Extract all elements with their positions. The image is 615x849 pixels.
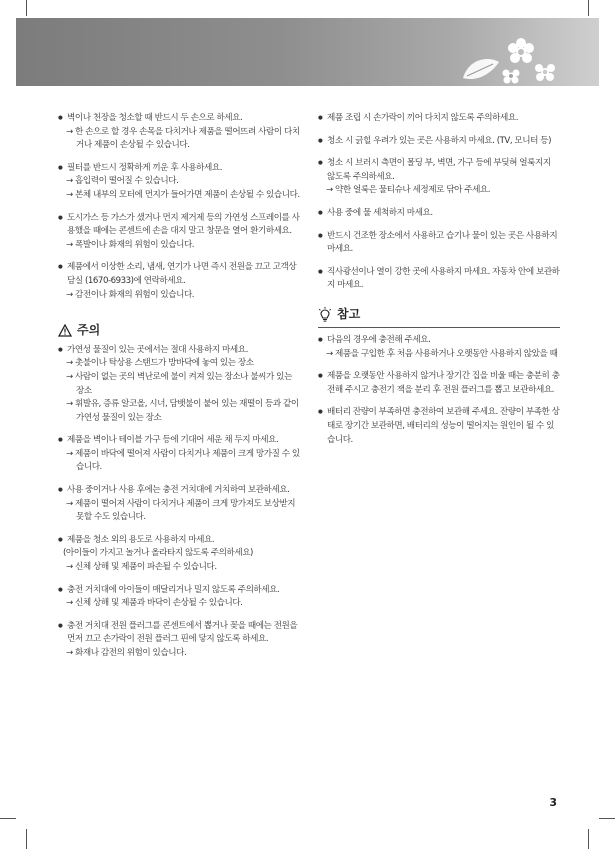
sub-item: → 제품이 떨어져 사람이 다치거나 제품이 크게 망가져도 보상받지 못할 수도 있습니다. <box>66 498 296 523</box>
caution-title: 주의 <box>77 323 101 338</box>
list-item: ● 필터를 반드시 정확하게 끼운 후 사용하세요. <box>58 162 300 176</box>
left-column <box>58 112 300 670</box>
list-item: ● 벽이나 천장을 청소할 때 반드시 두 손으로 하세요. <box>58 112 300 126</box>
list-item: ● 충전 거치대에 아이들이 매달리거나 밀지 않도록 주의하세요. <box>58 584 300 598</box>
paren-note: (아이들이 가지고 놀거나 올라타지 않도록 주의하세요) <box>63 548 253 559</box>
sub-item: → 신체 상해 및 제품과 바닥이 손상될 수 있습니다. <box>66 598 243 609</box>
crop-mark <box>599 818 615 819</box>
crop-mark <box>588 829 589 849</box>
leaf-flower-icon <box>459 38 559 86</box>
list-item: ● 다음의 경우에 충전해 주세요. <box>318 334 560 348</box>
list-item: ● 직사광선이나 열이 강한 곳에 사용하지 마세요. 자동차 안에 보관하지 마세요. <box>318 266 560 293</box>
list-item: ● 충전 거치대 전원 플러그를 콘센트에서 뽑거나 꽂을 때에는 전원을 먼저 끄고 손가락이 전원 플러그 핀에 닿지 않도록 하세요. <box>58 620 300 647</box>
crop-mark <box>0 818 16 819</box>
sub-item: → 제품이 바닥에 떨어져 사람이 다치거나 제품이 크게 망가질 수 있습니다. <box>66 448 300 473</box>
crop-mark <box>26 0 27 16</box>
list-item: ● 제품을 청소 외의 용도로 사용하지 마세요. <box>58 534 300 548</box>
sub-item: → 한 손으로 할 경우 손목을 다치거나 제품을 떨어뜨려 사람이 다치거나 제품이 손상될 수 있습니다. <box>66 126 300 151</box>
list-item: ● 제품 조립 시 손가락이 끼어 다치지 않도록 주의하세요. <box>318 112 560 126</box>
right-column <box>318 112 560 456</box>
caution-heading <box>58 324 300 338</box>
note-heading <box>318 307 560 328</box>
sub-item: → 휘발유, 증류 알코올, 시너, 담뱃불이 붙어 있는 재떨이 등과 같이 가연성 물질이 있는 장소 <box>66 399 299 423</box>
sub-item: → 약한 얼룩은 물티슈나 세정제로 닦아 주세요. <box>326 185 491 196</box>
note-title: 참고 <box>337 306 361 321</box>
sub-item: → 흡입력이 떨어질 수 있습니다. <box>66 176 179 187</box>
list-item: ● 청소 시 브러시 측면이 몰딩 부, 벽면, 가구 등에 부딪혀 얼룩지지 않도록 주의하세요. <box>318 157 560 184</box>
list-item: ● 사용 중에 물 세척하지 마세요. <box>318 207 560 221</box>
sub-item: → 제품을 구입한 후 처음 사용하거나 오랫동안 사용하지 않았을 때 <box>326 348 558 359</box>
list-item: ● 사용 중이거나 사용 후에는 충전 거치대에 거치하여 보관하세요. <box>58 484 300 498</box>
list-item: ● 제품을 오랫동안 사용하지 않거나 장기간 집을 비울 때는 충분히 충전해 주시고 충전기 잭을 분리 후 전원 플러그를 뽑고 보관하세요. <box>318 370 560 397</box>
list-item: ● 배터리 잔량이 부족하면 충전하여 보관해 주세요. 잔량이 부족한 상태로 장기간 보관하면, 배터리의 성능이 떨어지는 원인이 될 수 있습니다. <box>318 406 560 447</box>
crop-mark <box>26 829 27 849</box>
page-number: 3 <box>549 796 557 809</box>
sub-item: → 폭발이나 화재의 위험이 있습니다. <box>66 239 195 250</box>
sub-item: → 신체 상해 및 제품이 파손될 수 있습니다. <box>66 562 217 573</box>
list-item: ● 반드시 건조한 장소에서 사용하고 습기나 물이 있는 곳은 사용하지 마세요. <box>318 230 560 257</box>
lightbulb-icon <box>318 307 332 322</box>
sub-item: → 촛불이나 탁상용 스탠드가 방바닥에 놓여 있는 장소 <box>66 358 254 369</box>
list-item: ● 도시가스 등 가스가 샜거나 먼지 제거제 등의 가연성 스프레이를 사용했을 때에는 콘센트에 손을 대지 말고 창문을 열어 환기하세요. <box>58 212 300 239</box>
sub-item: → 본체 내부의 모터에 먼지가 들어가면 제품이 손상될 수 있습니다. <box>66 189 300 200</box>
list-item: ● 제품을 벽이나 테이블 가구 등에 기대어 세운 채 두지 마세요. <box>58 434 300 448</box>
sub-item: → 화재나 감전의 위험이 있습니다. <box>66 648 187 658</box>
list-item: ● 청소 시 긁힐 우려가 있는 곳은 사용하지 마세요. (TV, 모니터 등) <box>318 135 560 149</box>
list-item: ● 가연성 물질이 있는 곳에서는 절대 사용하지 마세요. <box>58 344 300 358</box>
warning-triangle-icon <box>58 324 72 337</box>
header-band <box>16 18 599 86</box>
sub-item: → 감전이나 화재의 위험이 있습니다. <box>66 289 195 300</box>
crop-mark <box>588 0 589 16</box>
sub-item: → 사람이 없는 곳의 벽난로에 불이 켜져 있는 장소나 불씨가 있는 장소 <box>66 371 292 396</box>
list-item: ● 제품에서 이상한 소리, 냄새, 연기가 나면 즉시 전원을 끄고 고객상담실 (1670-6933)에 연락하세요. <box>58 261 300 288</box>
